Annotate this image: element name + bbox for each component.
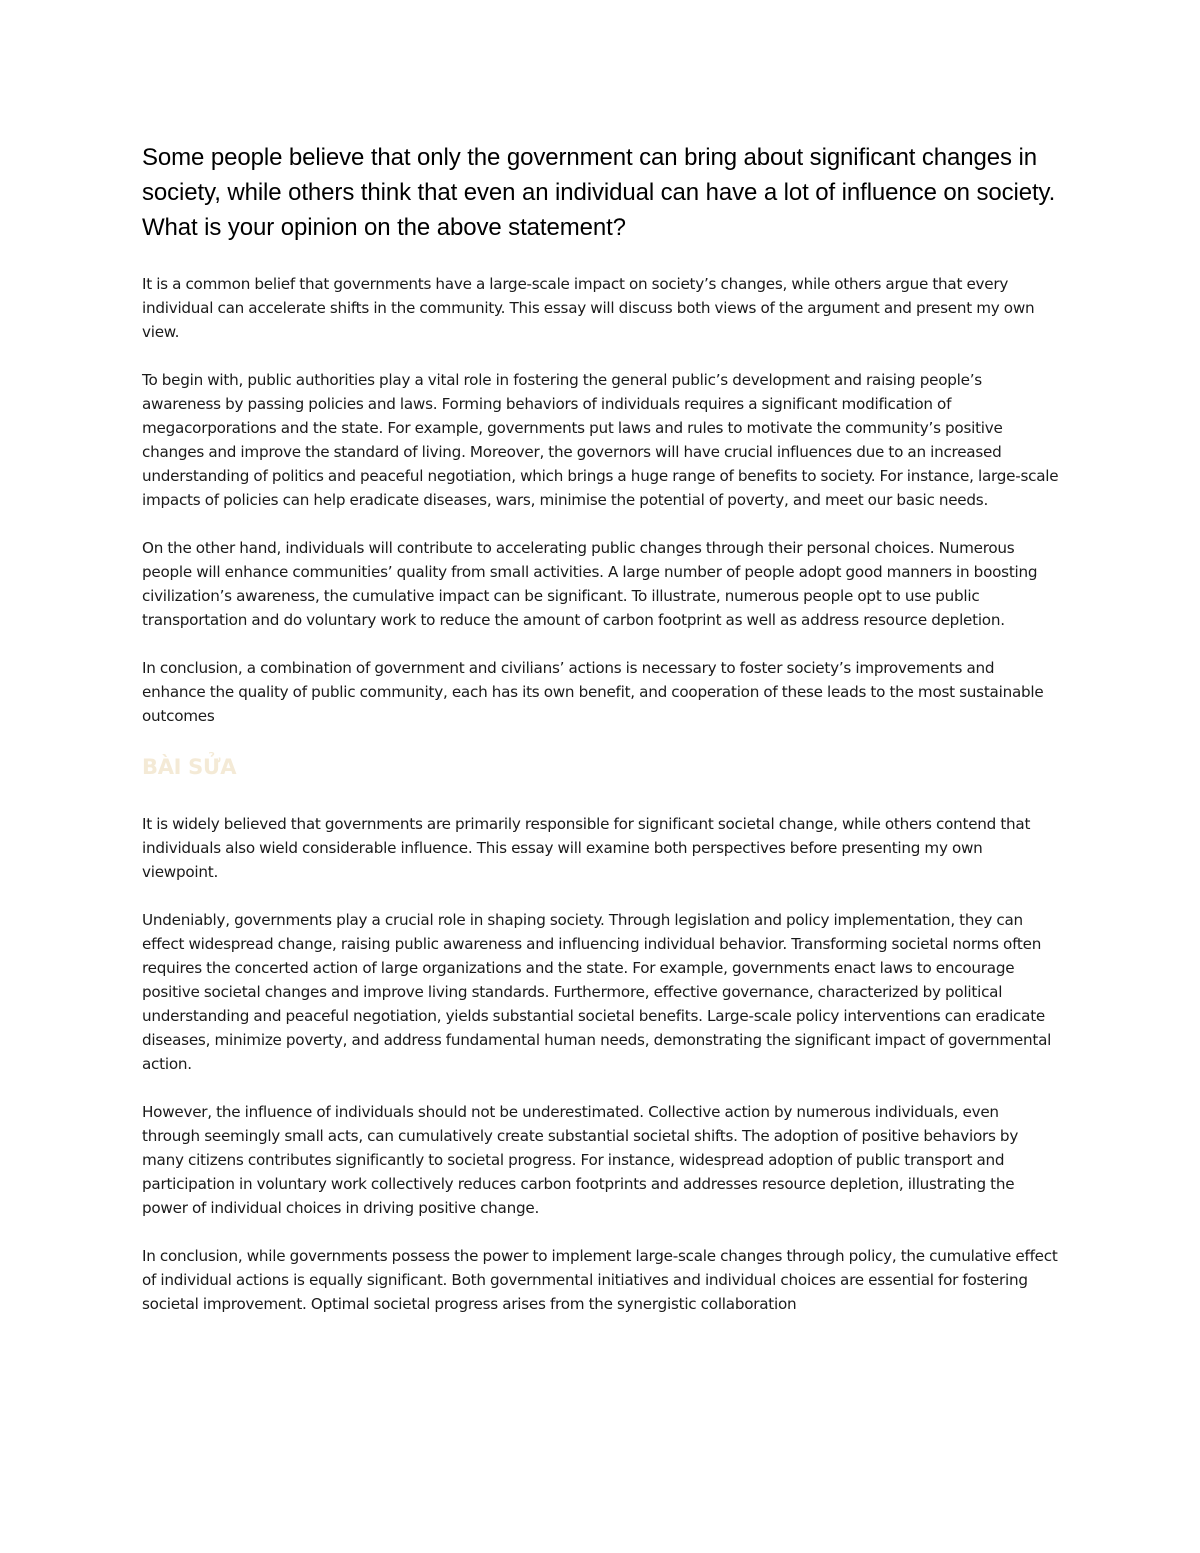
essay-question-title: Some people believe that only the government can bring about significant changes in society, while others think that even an individual can have a lot of influence on society. What is your opinion on the above statement? [142,144,1056,241]
revised-conclusion-paragraph: In conclusion, while governments possess the power to implement large-scale changes through policy, the cumulative effect of individual actions is equally significant. Both governmental initiatives and individual choices are essential for fostering societal improvement. Optimal societal progress arises from the synergistic collaboration [142,1247,1058,1313]
original-body-paragraph-2: On the other hand, individuals will contribute to accelerating public changes through their personal choices. Numerous people will enhance communities’ quality from small activities. A large number of people adopt good manners in boosting civilization’s awareness, the cumulative impact can be significant. To illustrate, numerous people opt to use public transportation and do voluntary work to reduce the amount of carbon footprint as well as address resource depletion. [142,539,1038,629]
original-intro-paragraph: It is a common belief that governments have a large-scale impact on society’s changes, while others argue that every individual can accelerate shifts in the community. This essay will discuss both views of the argument and present my own view. [142,275,1035,341]
original-conclusion-paragraph: In conclusion, a combination of government and civilians’ actions is necessary to foster society’s improvements and enhance the quality of public community, each has its own benefit, and cooperation of these leads to the most sustainable outcomes [142,659,1044,725]
revision-heading: BÀI SỬA [142,755,237,779]
revised-body-paragraph-2: However, the influence of individuals should not be underestimated. Collective action by numerous individuals, even through seemingly small acts, can cumulatively create substantial societal shifts. The adoption of positive behaviors by many citizens contributes significantly to societal progress. For instance, widespread adoption of public transport and participation in voluntary work collectively reduces carbon footprints and addresses resource depletion, illustrating the power of individual choices in driving positive change. [142,1103,1019,1217]
revised-body-paragraph-1: Undeniably, governments play a crucial role in shaping society. Through legislation and policy implementation, they can effect widespread change, raising public awareness and influencing individual behavior. Transforming societal norms often requires the concerted action of large organizations and the state. For example, governments enact laws to encourage positive societal changes and improve living standards. Furthermore, effective governance, characterized by political understanding and peaceful negotiation, yields substantial societal benefits. Large-scale policy interventions can eradicate diseases, minimize poverty, and address fundamental human needs, demonstrating the significant impact of governmental action. [142,911,1052,1073]
original-body-paragraph-1: To begin with, public authorities play a vital role in fostering the general public’s development and raising people’s awareness by passing policies and laws. Forming behaviors of individuals requires a significant modification of megacorporations and the state. For example, governments put laws and rules to motivate the community’s positive changes and improve the standard of living. Moreover, the governors will have crucial influences due to an increased understanding of politics and peaceful negotiation, which brings a huge range of benefits to society. For instance, large-scale impacts of policies can help eradicate diseases, wars, minimise the potential of poverty, and meet our basic needs. [142,371,1059,509]
revised-intro-paragraph: It is widely believed that governments are primarily responsible for significant societal change, while others contend that individuals also wield considerable influence. This essay will examine both perspectives before presenting my own viewpoint. [142,815,1031,881]
